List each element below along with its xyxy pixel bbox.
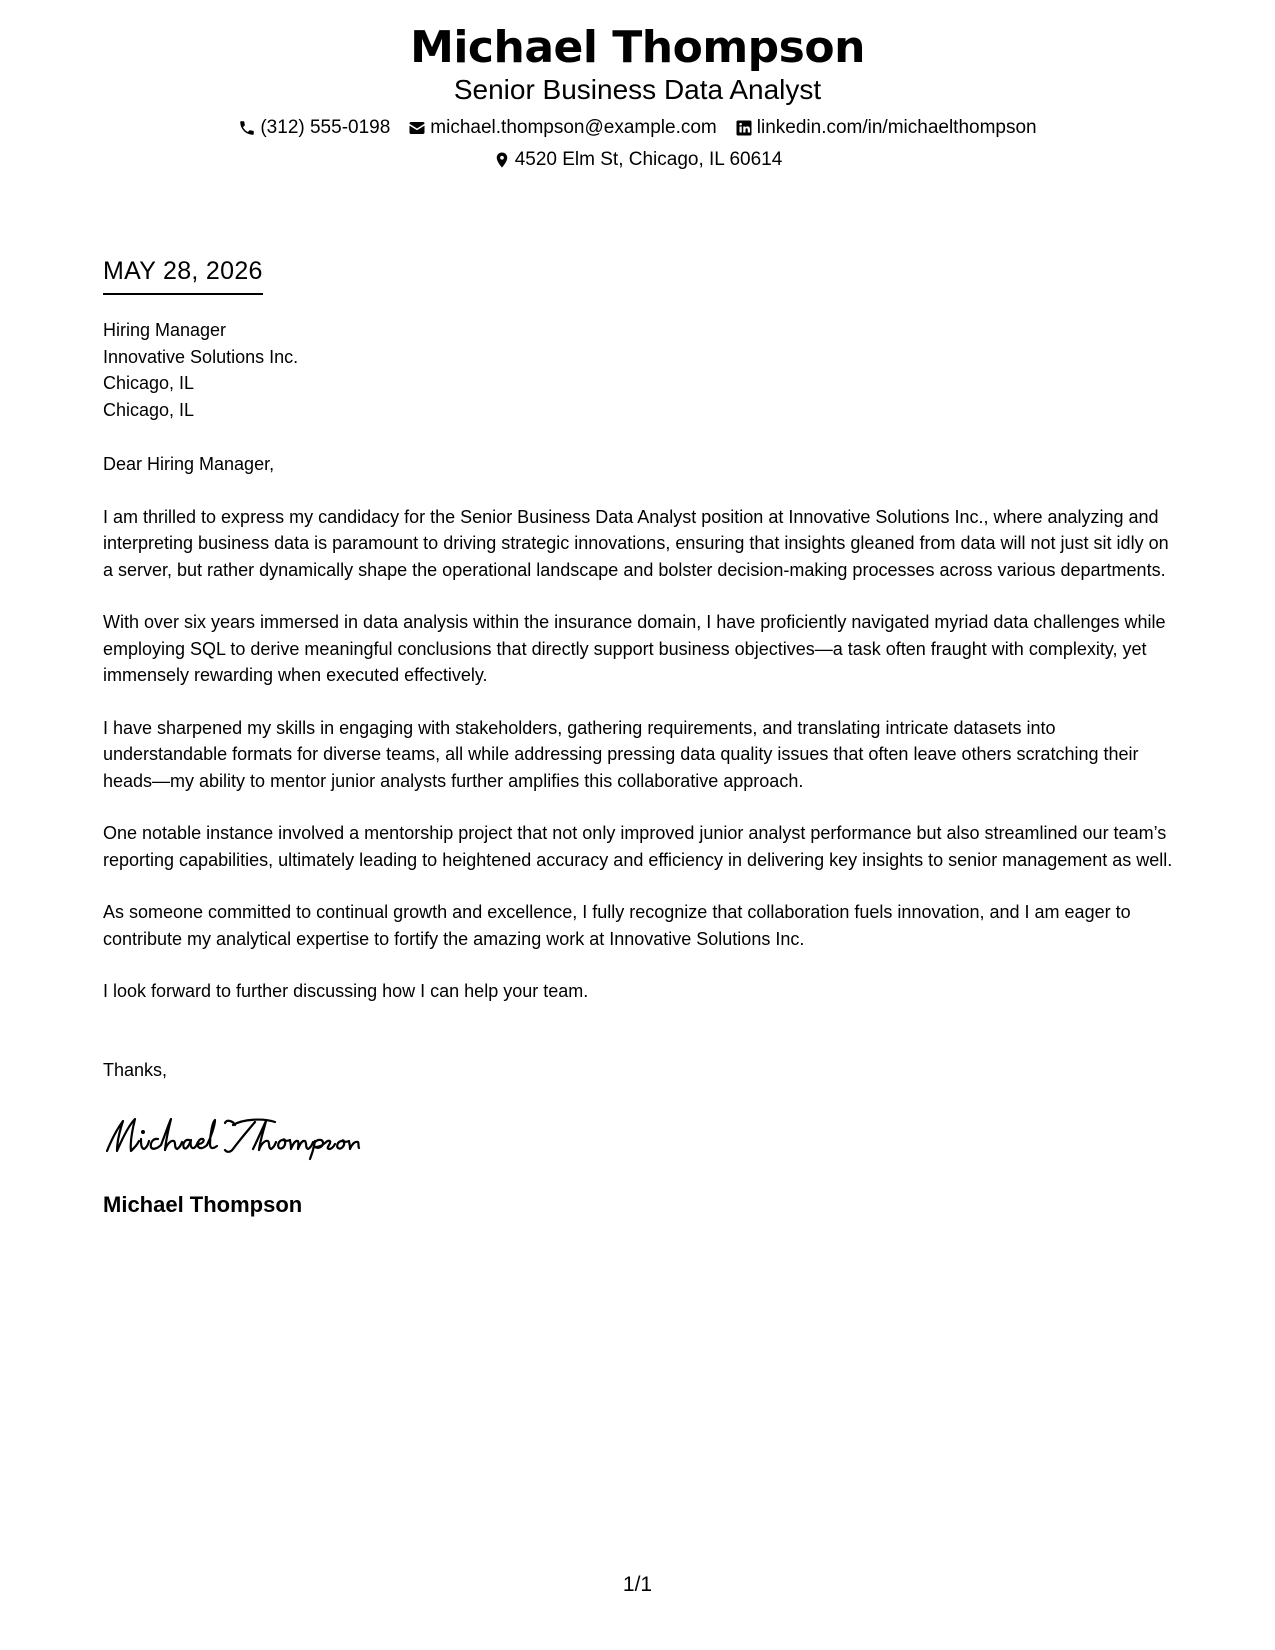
recipient-line: Innovative Solutions Inc. (103, 346, 299, 367)
body-paragraph: I look forward to further discussing how I can help your team. (103, 981, 589, 1001)
phone-icon (238, 119, 256, 137)
recipient-line: Hiring Manager (103, 320, 227, 340)
applicant-title: Senior Business Data Analyst (453, 74, 822, 105)
letter-date: MAY 28, 2026 (103, 255, 263, 295)
signature-image (103, 1111, 373, 1161)
phone-number: (312) 555-0198 (260, 117, 391, 138)
letter-body (103, 255, 1178, 1219)
recipient-line: Chicago, IL (103, 399, 195, 420)
page-indicator: 1/1 (622, 1573, 653, 1596)
closing-phrase: Thanks, (103, 1059, 168, 1080)
envelope-icon (408, 119, 426, 137)
body-paragraph: One notable instance involved a mentorship project that not only improved junior analyst performance but also streamlined our team’s reporting capabilities, ultimately leading to heightened accuracy and efficiency in delivering key insights to senior management as well. (103, 823, 1173, 870)
map-marker-icon (493, 151, 511, 169)
contact-phone (238, 116, 390, 140)
handwritten-signature (103, 1111, 373, 1161)
contact-row (0, 116, 1275, 140)
email-link[interactable]: michael.thompson@example.com (430, 117, 717, 138)
letter-header (0, 22, 1275, 172)
recipient-block (103, 317, 1178, 423)
signer-name: Michael Thompson (103, 1192, 303, 1217)
address-text: 4520 Elm St, Chicago, IL 60614 (514, 149, 783, 170)
recipient-line: Chicago, IL (103, 373, 195, 393)
contact-linkedin[interactable] (735, 116, 1037, 140)
body-paragraph: As someone committed to continual growth and excellence, I fully recognize that collaboration fuels innovation, and I am eager to contribute my analytical expertise to fortify the amazing work at Innovative Solutions Inc. (103, 902, 1131, 949)
contact-email[interactable] (408, 116, 716, 140)
applicant-name: Michael Thompson (410, 22, 865, 73)
body-paragraph: I have sharpened my skills in engaging with stakeholders, gathering requirements, and translating intricate datasets into understandable formats for diverse teams, all while addressing pressing data quality issues that often leave others scratching their heads—my ability to mentor junior analysts further amplifies this collaborative approach. (103, 717, 1139, 791)
address-row (0, 148, 1275, 172)
contact-address (493, 148, 783, 172)
linkedin-link[interactable]: linkedin.com/in/michaelthompson (756, 117, 1037, 138)
salutation: Dear Hiring Manager, (103, 454, 275, 474)
body-paragraph: I am thrilled to express my candidacy for the Senior Business Data Analyst position at Innovative Solutions Inc., where analyzing and interpreting business data is paramount to driving strategic innovations, ensuring that insights gleaned from data will not just sit idly on a server, but rather dynamically shape the operational landscape and bolster decision-making processes across various departments. (103, 506, 1169, 580)
linkedin-icon (735, 119, 753, 137)
body-paragraph: With over six years immersed in data analysis within the insurance domain, I have proficiently navigated myriad data challenges while employing SQL to derive meaningful conclusions that directly support business objectives—a task often fraught with complexity, yet immensely rewarding when executed effectively. (103, 612, 1166, 685)
